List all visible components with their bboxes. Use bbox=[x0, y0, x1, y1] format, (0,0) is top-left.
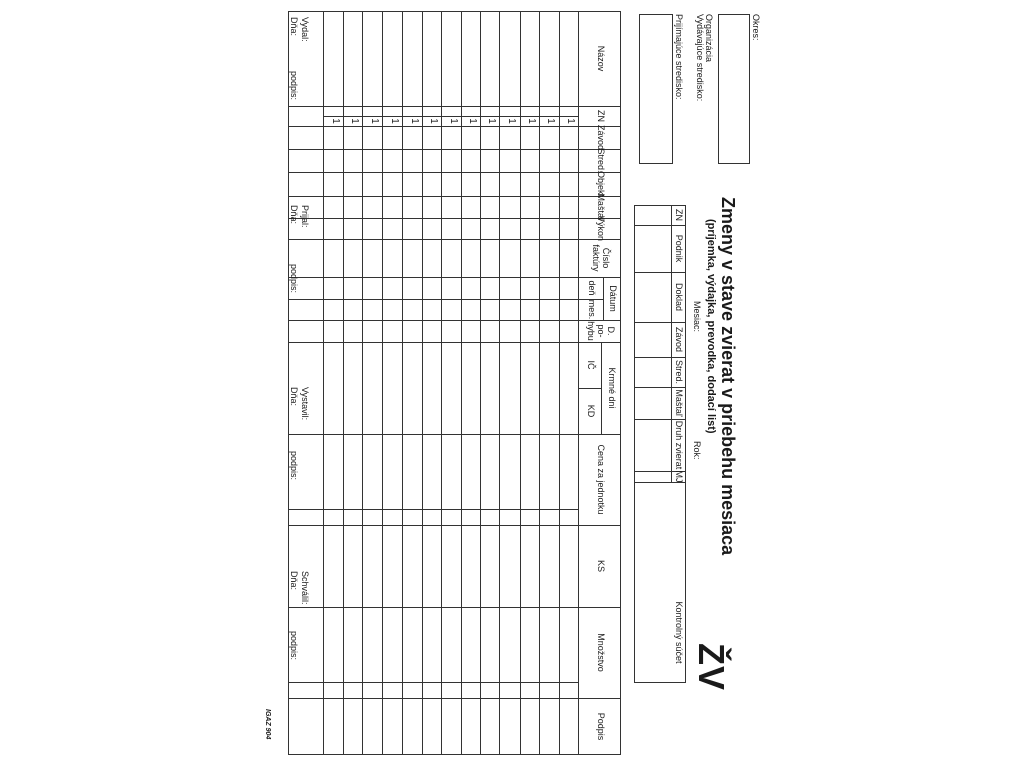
col-krmne-dni-kd: KD bbox=[586, 404, 597, 418]
zn-value-row10: 1 bbox=[389, 118, 400, 124]
vydal-dna-label: Dňa: bbox=[289, 17, 299, 37]
schvalil-dna-label: Dňa: bbox=[289, 571, 299, 591]
summary-header-druh-zvierat: Druh zvierat bbox=[674, 420, 685, 470]
rok-label: Rok: bbox=[692, 441, 702, 460]
zn-value-row3: 1 bbox=[526, 118, 537, 124]
vystavil-podpis-label: podpis: bbox=[289, 451, 299, 481]
summary-header-mj: MJ bbox=[674, 470, 685, 483]
okres-field[interactable] bbox=[718, 14, 750, 164]
summary-header-stred: Stred. bbox=[674, 359, 685, 384]
prijimajuce-stredisko-field[interactable] bbox=[639, 14, 673, 164]
zn-value-row4: 1 bbox=[506, 118, 517, 124]
vystavil-dna-label: Dňa: bbox=[289, 387, 299, 407]
zn-value-row13: 1 bbox=[330, 118, 341, 124]
col-objekt: Objekt bbox=[595, 171, 606, 198]
col-cena-za-jednotku: Cena za jednotku bbox=[595, 444, 606, 515]
vydal-label: Vydal: bbox=[300, 17, 310, 42]
col-mastal: Maštaľ bbox=[595, 193, 606, 221]
col-zn: ZN bbox=[595, 110, 606, 122]
zn-value-row6: 1 bbox=[467, 118, 478, 124]
col-cislo-faktury-line1: Číslo bbox=[600, 247, 611, 269]
zn-value-row12: 1 bbox=[349, 118, 360, 124]
zn-value-row2: 1 bbox=[545, 118, 556, 124]
col-zavod: Závod bbox=[595, 125, 606, 151]
prijal-label: Prijal: bbox=[300, 205, 310, 228]
col-mnozstvo: Množstvo bbox=[595, 633, 606, 672]
col-d-pohybu-line2: hybu bbox=[586, 321, 597, 341]
prijimajuce-stredisko-label: Prijímajúce stredisko: bbox=[674, 14, 684, 100]
summary-header-zavod: Závod bbox=[674, 326, 685, 352]
col-krmne-dni: Krmné dni bbox=[607, 367, 618, 409]
vystavil-label: Vystavil: bbox=[300, 387, 310, 421]
zn-value-row1: 1 bbox=[565, 118, 576, 124]
vydal-podpis-label: podpis: bbox=[289, 71, 299, 101]
summary-header-podnik: Podnik bbox=[674, 234, 685, 263]
schvalil-podpis-label: podpis: bbox=[289, 631, 299, 661]
col-vykon: Výkon bbox=[595, 216, 606, 242]
zn-value-row7: 1 bbox=[448, 118, 459, 124]
form-zv bbox=[12, 9, 762, 741]
col-datum: Dátum bbox=[608, 285, 619, 312]
col-d-pohybu bbox=[579, 320, 621, 342]
col-d-pohybu-line1: D. po- bbox=[595, 324, 616, 338]
col-cislo-faktury-line2: faktúry bbox=[591, 244, 601, 272]
okres-label: Okres: bbox=[751, 14, 761, 41]
form-code: ŽV bbox=[691, 643, 732, 692]
summary-header-zn: ZN bbox=[674, 209, 685, 221]
summary-header-mastal: Maštaľ bbox=[674, 389, 685, 417]
form-title: Zmeny v stave zvierat v priebehu mesiaca bbox=[718, 197, 738, 556]
zn-value-row11: 1 bbox=[369, 118, 380, 124]
col-datum-mes: mes. bbox=[587, 299, 598, 320]
prijal-podpis-label: podpis: bbox=[289, 264, 299, 294]
print-code: IGAZ 904 bbox=[264, 709, 271, 740]
form-subtitle: (príjemka, výdajka, prevodka, dodací list) bbox=[705, 219, 717, 434]
col-datum-den: deň bbox=[587, 280, 598, 296]
zn-value-row8: 1 bbox=[428, 118, 439, 124]
col-nazov: Názov bbox=[595, 45, 606, 72]
col-stred: Stred. bbox=[595, 148, 606, 173]
col-cislo-faktury bbox=[579, 239, 621, 277]
prijal-dna-label: Dňa: bbox=[289, 205, 299, 225]
vydavajuce-stredisko-label: Vydávajúce stredisko: bbox=[695, 14, 705, 102]
col-podpis: Podpis bbox=[595, 712, 606, 741]
summary-header-doklad: Doklad bbox=[674, 282, 685, 311]
col-ks: KS bbox=[595, 559, 606, 572]
zn-value-row9: 1 bbox=[409, 118, 420, 124]
mesiac-label: Mesiac: bbox=[692, 301, 702, 333]
col-krmne-dni-ic: IČ bbox=[586, 360, 597, 370]
zn-value-row5: 1 bbox=[486, 118, 497, 124]
schvalil-label: Schválil: bbox=[300, 571, 310, 605]
organizacia-label: Organizácia bbox=[704, 14, 714, 63]
summary-header-kontrolny-sucet: Kontrolný súčet bbox=[674, 601, 685, 664]
